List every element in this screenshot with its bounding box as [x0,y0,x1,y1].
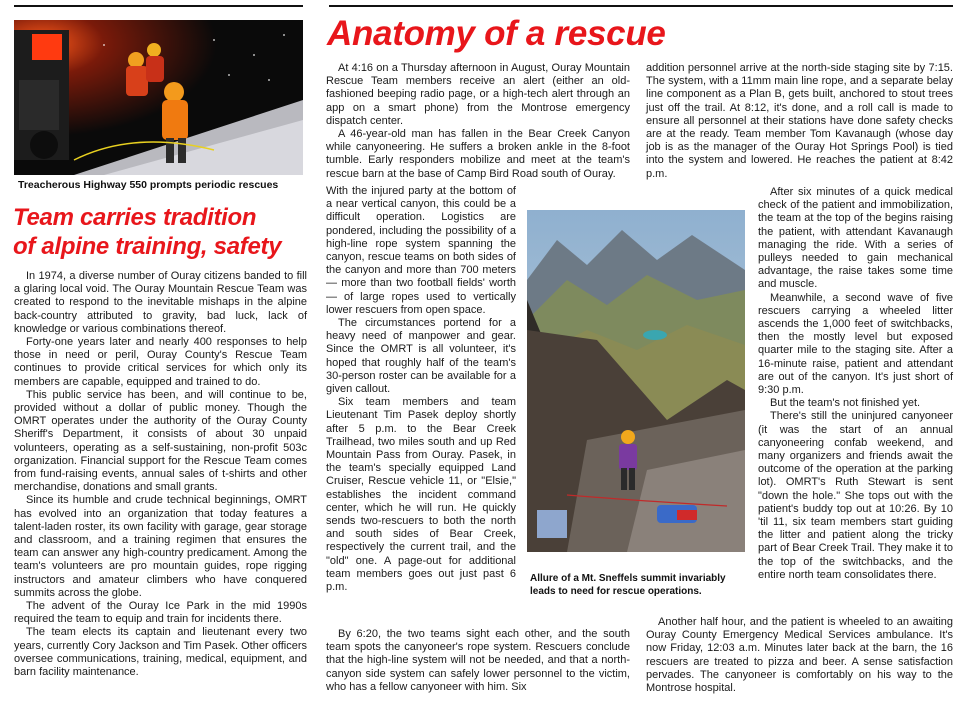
right-paragraph: Meanwhile, a second wave of five rescuers carrying a wheeled litter ascends the 1,000 feet of switchbacks, then the mostly level but exposed quarter mile to the staging site. After a 16-minute raise, patient and attendant are out of the canyon. It's just short of 9:30 p.m. [758,291,953,397]
right-col1-top [326,62,630,181]
highway-rescue-photo [14,20,303,175]
right-paragraph: By 6:20, the two teams sight each other, and the south team spots the canyoneer's rope system. Rescuers conclude that the high-line system will not be needed, and that a north-canyon side system can safely lower personnel to the victim, who has a fellow canyoneer with him. Six [326,628,630,693]
right-paragraph: There's still the uninjured canyoneer (it was the start of an annual canyoneering confab weekend, and many organizers and friends await the outcome of the operation at the parking lot). OMRT's Ruth Stewart is sent "down the hole." She tops out with the patient's buddy top out at 10:26. By 10 'til 11, six team members start guiding the litter and patient along the tricky part of Bear Creek Trail. They make it to the top of the switchbacks, and the entire north team consolidates there. [758,410,953,581]
top-rule-right [329,5,953,7]
left-paragraph: The advent of the Ouray Ice Park in the mid 1990s required the team to equip and train for incidents there. [14,600,307,626]
right-paragraph: With the injured party at the bottom of a near vertical canyon, this could be a difficult operation. Logistics are pondered, including the possibility of a high-line rope system spanning the canyon, rescue teams on both sides of the canyon and more than 700 meters — more than two football fields' worth — of large ropes used to vertically lower rescuers from open space. [326,185,516,316]
right-col2-narrow [758,186,953,582]
right-paragraph: addition personnel arrive at the north-side staging site by 7:15. The system, with a 11mm main line rope, and a separate belay line component as a Plan B, gets built, anchored to stout trees just off the trail. At 8:12, it's done, and a roll call is made to ensure all personnel at their stations have done safety checks are at the ready. Team member Tom Kavanaugh (whose day job is as the manager of the Ouray Hot Springs Pool) is tied into the system and lowered. He reaches the patient at 8:42 p.m. [646,62,953,180]
right-headline: Anatomy of a rescue [327,14,666,53]
right-paragraph: A 46-year-old man has fallen in the Bear Creek Canyon while canyoneering. He suffers a broken ankle in the 8-foot tumble. Early responders mobilize and meet at the team's rescue barn at the base of Camp Bird Road south of Ouray. [326,128,630,180]
left-headline [13,203,313,261]
right-paragraph: Another half hour, and the patient is wheeled to an awaiting Ouray County Emergency Medical Services ambulance. It's now Friday, 12:03 a.m. Minutes later back at the barn, the 16 rescuers are treated to pizza and beer. A sense satisfaction pervades. The canyoneer is comfortably on his way to the Montrose hospital. [646,616,953,695]
right-photo-caption [530,572,760,598]
left-headline-line2: of alpine training, safety [13,233,282,260]
left-paragraph: The team elects its captain and lieutenant every two years, currently Cory Jackson and Tim Pasek. Other officers oversee communications, training, medical, equipment, and barn facility maintenance. [14,626,307,679]
right-paragraph: Six team members and team Lieutenant Tim Pasek deploy shortly after 5 p.m. to the Bear Creek Trailhead, two miles south and up Red Mountain Pass from Ouray. Pasek, in the team's specially equipped Land Cruiser, Rescue vehicle 11, or "Elsie," establishes the incident command center, which he will run. He quickly sends two-rescuers to both the north and south sides of Bear Creek, respectively the current trail, and the "old" one. A page-out for additional team members goes out just past 6 p.m. [326,396,516,594]
right-paragraph: But the team's not finished yet. [770,397,921,410]
right-col2-bottom [646,616,953,695]
left-paragraph: Since its humble and crude technical beginnings, OMRT has evolved into an organization that today features a talent-laden roster, its own facility with garage, gear storage and classroom, and a training regimen that ensures the team can answer any high-country predicament. Among the team's volunteers are pro mountain guides, rope rigging instructors and amateur climbers who have conquered summits across the globe. [14,494,307,599]
right-photo-caption-line1: Allure of a Mt. Sneffels summit invariably [530,573,726,584]
left-paragraph: Forty-one years later and nearly 400 responses to help those in need or peril, Ouray County's Rescue Team continues to provide critical services for which only its members are capable, equipped and trained to do. [14,336,307,388]
right-paragraph: At 4:16 on a Thursday afternoon in August, Ouray Mountain Rescue Team members receive an alert (either an old-fashioned beeping radio page, or a high-tech alert through an app on a smart phone) from the Montrose emergency dispatch center. [326,62,630,127]
right-col2-top [646,62,953,181]
left-photo-caption: Treacherous Highway 550 prompts periodic rescues [18,179,279,191]
mt-sneffels-photo [527,210,745,552]
right-paragraph: The circumstances portend for a heavy need of manpower and gear. Since the OMRT is all volunteer, it's hoped that roughly half of the team's 30-person roster can be available for a given callout. [326,317,516,396]
left-paragraph: This public service has been, and will continue to be, provided without a dollar of public money. Though the OMRT operates under the authority of the Ouray County Sheriff's Department, it consists of about 30 unpaid volunteers, operating as a self-sustaining, non-profit 503c organization. Financial support for the Rescue Team comes from fund-raising events, annual sales of t-shirts and other merchandise, donations and small grants. [14,388,307,494]
right-photo-caption-line2: leads to need for rescue operations. [530,586,702,597]
right-col1-narrow [326,185,516,594]
left-headline-line1: Team carries tradition [13,204,257,231]
right-paragraph: After six minutes of a quick medical check of the patient and immobilization, the team at the top of the begins raising the patient, with attendant Kavanaugh managing the ride. With a series of pulleys needed to gain mechanical advantage, the raise takes some time and muscle. [758,186,953,291]
left-article-body [14,270,307,679]
right-col1-bottom [326,628,630,694]
top-rule-left [14,5,303,7]
left-paragraph: In 1974, a diverse number of Ouray citizens banded to fill a glaring local void. The Ouray Mountain Rescue Team was created to respond to the inevitable mishaps in the alpine back-country attributed to gravity, bad luck, lack of knowledge or various combinations thereof. [14,270,307,335]
